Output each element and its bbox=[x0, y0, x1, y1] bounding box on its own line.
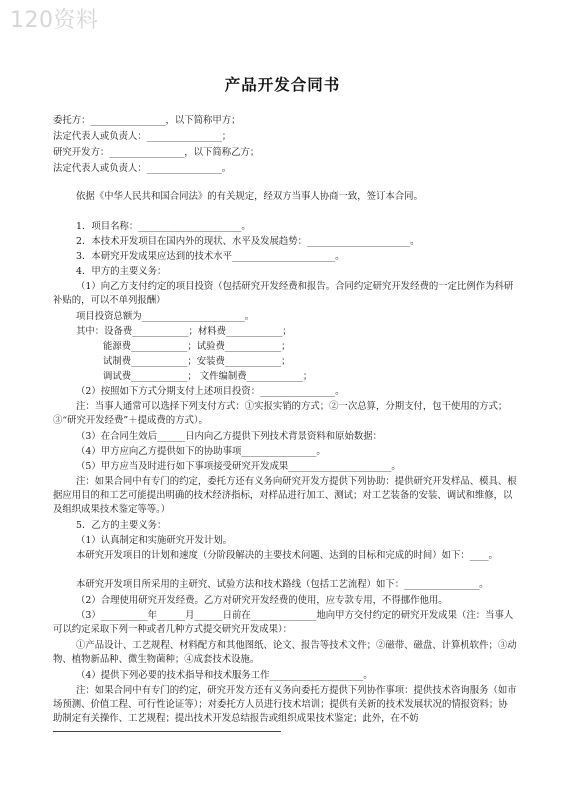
cost-breakdown-row: 其中：设备费____________；材料费____________； bbox=[76, 326, 292, 337]
deliverable-forms: ①产品设计、工艺规程、材料配方和其他图纸、论文、报告等技术文件；②磁带、磁盘、计算机软件；③动物、植物新品种、微生物菌种；④成套技术设施。 bbox=[53, 640, 517, 665]
party-a-obligation-2: （2）按照如下方式分期支付上述项目投资：________________。 bbox=[76, 386, 345, 397]
trailing-underline bbox=[53, 731, 281, 732]
item-4: 4．甲方的主要义务： bbox=[76, 266, 167, 277]
party-a-obligation-4: （4）甲方应向乙方提供如下的协助事项________________。 bbox=[76, 446, 326, 457]
party-b-obligation-4: （4）提供下列必要的技术指导和技术服务工作____________________。 bbox=[76, 670, 373, 681]
development-plan: 本研究开发项目的计划和速度（分阶段解决的主要技术问题、达到的目标和完成的时间）如下：____。 bbox=[76, 550, 498, 561]
party-b-obligation-3: （3）__________年______月______日前在______________地向甲方交付约定的研究开发成果（注：当事人可以约定采取下列一种或者几种方式提交研究开发成果）： bbox=[53, 610, 514, 635]
development-methods: 本研究开发项目所采用的主研究、试验方法和技术路线（包括工艺流程）如下：________________。 bbox=[76, 579, 489, 590]
party-b-obligation-1: （1）认真制定和实施研究开发计划。 bbox=[76, 535, 232, 546]
party-a-representative-line: 法定代表人或负责人：________________； bbox=[53, 131, 232, 142]
party-b-obligation-2: （2）合理使用研究开发经费。乙方对研究开发经费的使用，应专款专用，不得挪作他用。 bbox=[76, 595, 448, 606]
cost-breakdown-row: 调试费____________； 文件编制费____________； bbox=[103, 371, 313, 382]
item-2: 2．本技术开发项目在国内外的现状、水平及发展趋势：______________________。 bbox=[76, 236, 420, 247]
investment-total: 项目投资总额为______________________。 bbox=[76, 311, 255, 322]
party-a-obligation-5: （5）甲方应当及时进行如下事项接受研究开发成果______________________。 bbox=[76, 461, 401, 472]
item-1: 1．项目名称：______________________。 bbox=[76, 221, 251, 232]
party-a-line: 委托方：________________，以下简称甲方； bbox=[53, 115, 241, 126]
party-b-representative-line: 法定代表人或负责人：________________。 bbox=[53, 163, 232, 174]
payment-method-note: 注：当事人通常可以选择下列支付方式：①实报实销的方式；②一次总算，分期支付，包干使用的方式；③“研究开发经费”＋提成费的方式）。 bbox=[53, 401, 508, 426]
party-a-obligation-3: （3）在合同生效后______日内向乙方提供下列技术背景资料和原始数据： bbox=[76, 431, 382, 442]
intro-paragraph: 依据《中华人民共和国合同法》的有关规定，经双方当事人协商一致，签订本合同。 bbox=[76, 191, 423, 202]
item-5: 5．乙方的主要义务： bbox=[76, 520, 167, 531]
document-title: 产品开发合同书 bbox=[224, 76, 341, 94]
party-a-obligation-1: （1）向乙方支付约定的项目投资（包括研究开发经费和报告。合同约定研究开发经费的一定比例作为科研补贴的，可以不单列报酬） bbox=[53, 281, 514, 306]
item-3: 3．本研究开发成果应达到的技术水平______________________。 bbox=[76, 251, 345, 262]
party-a-cooperation-note: 注：如果合同中有专门的约定，委托方还有义务向研究开发方提供下列协助：提供研究开发样品、模具、根据应用目的和工艺可能提出明确的技术经济指标，对样品进行加工、测试；对工艺装备的安装、调试和维修，以及组织成果技术鉴定等等。） bbox=[53, 476, 517, 515]
party-b-line: 研究开发方：________________，以下简称乙方； bbox=[53, 147, 260, 158]
cost-breakdown-row: 试制费____________；安装费____________； bbox=[103, 356, 291, 367]
watermark: 120资料 bbox=[10, 8, 99, 33]
cost-breakdown-row: 能源费____________；试验费____________； bbox=[103, 341, 291, 352]
party-b-cooperation-note: 注：如果合同中有专门的约定，研究开发方还有义务向委托方提供下列协作事项：提供技术咨询服务（如市场预测、价值工程、可行性论证等）；对委托方人员进行技术培训；提供有关新的技术发展状况的情报资料；协助制定有关操作、工艺规程；提出技术开发总结报告或组织成果技术鉴定；此外，在不妨 bbox=[53, 685, 517, 724]
